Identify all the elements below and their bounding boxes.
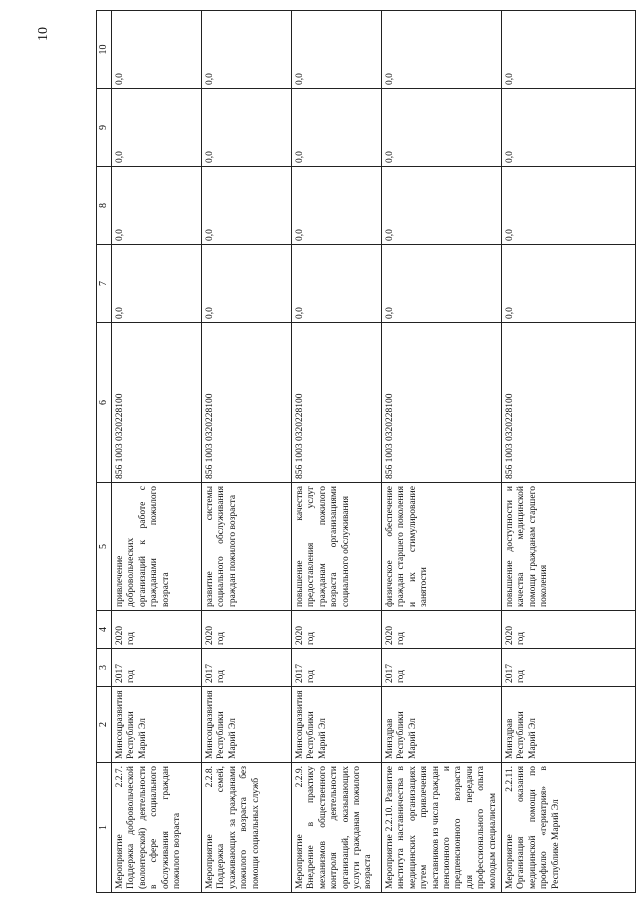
- column-header-1: 1: [97, 763, 112, 893]
- column-header-8: 8: [97, 167, 112, 245]
- column-header-5: 5: [97, 483, 112, 611]
- column-header-7: 7: [97, 245, 112, 323]
- value-cell-10: 0,0: [292, 11, 382, 89]
- measure-cell: Мероприятие 2.2.11. Организация оказания медицинской помощи по профилю «гериатрия» в Республике Марий Эл: [502, 763, 636, 893]
- result-cell: повышение качества предоставления услуг гражданам пожилого возраста организациями социального обслуживания: [292, 483, 382, 611]
- budget-code-cell: 856 1003 0320228100: [112, 323, 202, 483]
- value-cell-8: 0,0: [202, 167, 292, 245]
- budget-code-cell: 856 1003 0320228100: [502, 323, 636, 483]
- measure-cell: Мероприятие 2.2.8. Поддержка семей, ухаживающих за гражданами пожилого возраста без помощи социальных служб: [202, 763, 292, 893]
- column-header-6: 6: [97, 323, 112, 483]
- end-year-cell: 2020 год: [112, 611, 202, 649]
- column-header-3: 3: [97, 649, 112, 687]
- result-cell: физическое обеспечение граждан старшего поколения и их стимулирование занятости: [382, 483, 502, 611]
- value-cell-8: 0,0: [382, 167, 502, 245]
- value-cell-9: 0,0: [502, 89, 636, 167]
- result-cell: повышение доступности и качества медицинской помощи гражданам старшего поколения: [502, 483, 636, 611]
- header-row: [97, 11, 112, 893]
- value-cell-7: 0,0: [502, 245, 636, 323]
- column-header-2: 2: [97, 687, 112, 763]
- column-header-9: 9: [97, 89, 112, 167]
- end-year-cell: 2020 год: [292, 611, 382, 649]
- start-year-cell: 2017 год: [502, 649, 636, 687]
- table-row: [112, 11, 202, 893]
- value-cell-8: 0,0: [112, 167, 202, 245]
- result-cell: развитие системы социального обслуживания граждан пожилого возраста: [202, 483, 292, 611]
- value-cell-7: 0,0: [292, 245, 382, 323]
- start-year-cell: 2017 год: [292, 649, 382, 687]
- value-cell-7: 0,0: [202, 245, 292, 323]
- value-cell-9: 0,0: [382, 89, 502, 167]
- value-cell-9: 0,0: [112, 89, 202, 167]
- measure-cell: Мероприятие 2.2.9. Внедрение в практику механизмов общественного контроля деятельности организаций, оказывающих услуги гражданам пожилого возраста: [292, 763, 382, 893]
- budget-code-cell: 856 1003 0320228100: [202, 323, 292, 483]
- value-cell-9: 0,0: [292, 89, 382, 167]
- value-cell-10: 0,0: [382, 11, 502, 89]
- measure-cell: Мероприятие 2.2.10. Развитие института наставничества в медицинских организациях путем привлечения наставников из числа граждан пенсионного и предпенсионного возраста для передачи профессионального опыта молодым специалистам: [382, 763, 502, 893]
- program-measures-table: [96, 10, 636, 893]
- value-cell-7: 0,0: [382, 245, 502, 323]
- start-year-cell: 2017 год: [112, 649, 202, 687]
- value-cell-8: 0,0: [502, 167, 636, 245]
- start-year-cell: 2017 год: [202, 649, 292, 687]
- measure-cell: Мероприятие 2.2.7. Поддержка добровольческой (волонтерской) деятельности в сфере социального обслуживания граждан пожилого возраста: [112, 763, 202, 893]
- start-year-cell: 2017 год: [382, 649, 502, 687]
- table-row: [382, 11, 502, 893]
- value-cell-8: 0,0: [292, 167, 382, 245]
- end-year-cell: 2020 год: [382, 611, 502, 649]
- value-cell-10: 0,0: [502, 11, 636, 89]
- executor-cell: Минздрав Республики Марий Эл: [502, 687, 636, 763]
- page-number: 10: [36, 27, 51, 41]
- executor-cell: Минздрав Республики Марий Эл: [382, 687, 502, 763]
- budget-code-cell: 856 1003 0320228100: [382, 323, 502, 483]
- budget-code-cell: 856 1003 0320228100: [292, 323, 382, 483]
- table-row: [502, 11, 636, 893]
- end-year-cell: 2020 год: [202, 611, 292, 649]
- value-cell-9: 0,0: [202, 89, 292, 167]
- column-header-10: 10: [97, 11, 112, 89]
- column-header-4: 4: [97, 611, 112, 649]
- value-cell-7: 0,0: [112, 245, 202, 323]
- executor-cell: Минсоцразвития Республики Марий Эл: [292, 687, 382, 763]
- result-cell: привлечение добровольческих организаций к работе с гражданами пожилого возраста: [112, 483, 202, 611]
- value-cell-10: 0,0: [202, 11, 292, 89]
- table-row: [292, 11, 382, 893]
- executor-cell: Минсоцразвития Республики Марий Эл: [112, 687, 202, 763]
- executor-cell: Минсоцразвития Республики Марий Эл: [202, 687, 292, 763]
- end-year-cell: 2020 год: [502, 611, 636, 649]
- value-cell-10: 0,0: [112, 11, 202, 89]
- table-row: [202, 11, 292, 893]
